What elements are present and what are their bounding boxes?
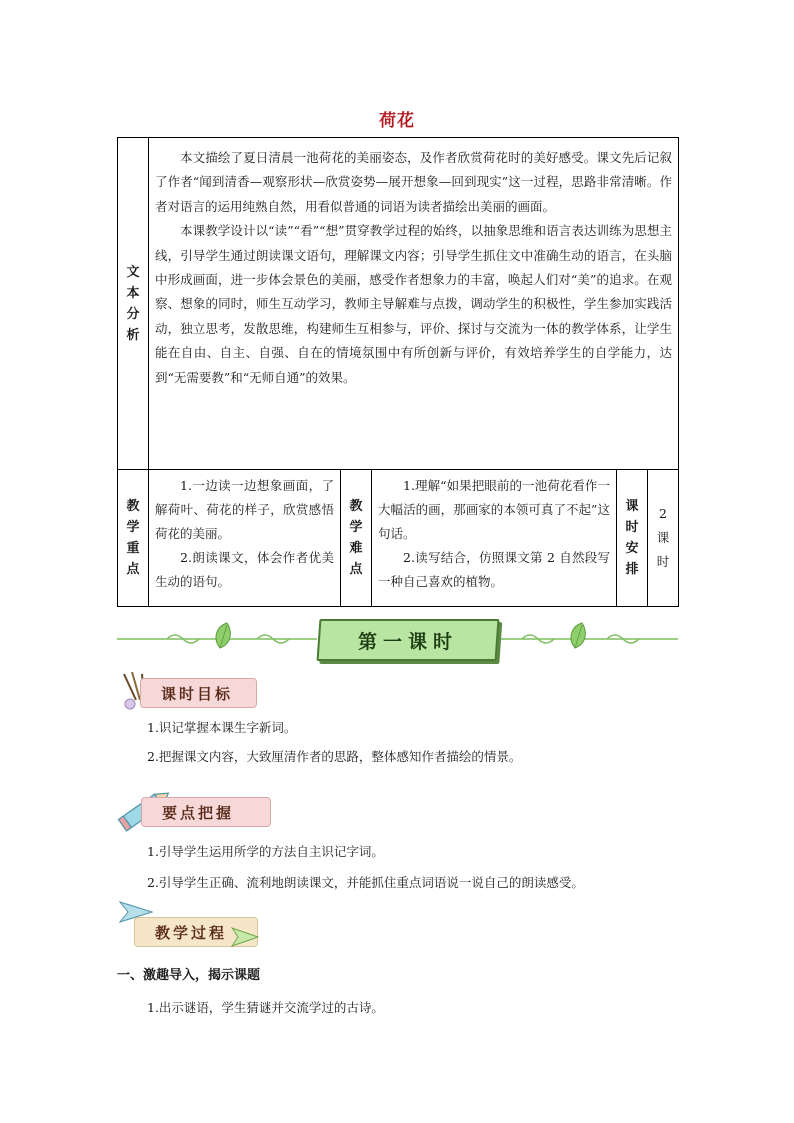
process-step: 1.出示谜语，学生猜谜并交流学过的古诗。: [147, 1000, 384, 1015]
focus-label: 教 学 重 点: [118, 470, 149, 607]
difficulty-content: [372, 470, 617, 607]
focus-item: 2.朗读课文，体会作者优美生动的语句。: [155, 550, 334, 589]
difficulty-label: 教 学 难 点: [341, 470, 372, 607]
lesson-info-table: [117, 137, 679, 607]
schedule-label: 课 时 安 排: [617, 470, 648, 607]
goals-item: 2.把握课文内容，大致厘清作者的思路，整体感知作者描绘的情景。: [147, 749, 522, 764]
keypoints-item: 1.引导学生运用所学的方法自主识记字词。: [147, 844, 384, 859]
leaf-icon: [571, 623, 585, 648]
keypoints-tag: 要点把握: [141, 797, 271, 827]
difficulty-item: 1.理解“如果把眼前的一池荷花看作一大幅活的画，那画家的本领可真了不起”这句话。: [378, 478, 610, 541]
section-heading: 一、激趣导入，揭示课题: [117, 968, 261, 983]
leaf-icon: [216, 623, 230, 648]
analysis-content: [149, 138, 679, 470]
lesson-banner: 第一课时: [317, 619, 500, 661]
analysis-paragraph: 本课教学设计以“读”“看”“想”贯穿教学过程的始终，以抽象思维和语言表达训练为思想主线，引导学生通过朗读课文语句，理解课文内容；引导学生抓住文中准确生动的语言，在头脑中形成画面，进一步体会景色的美丽，感受作者想象力的丰富，唤起人们对“美”的追求。在观察、想象的同时，师生互动学习，教师主导解难与点拨，调动学生的积极性，学生参加实践活动，独立思考，发散思维，构建师生互相参与，评价、探讨与交流为一体的教学体系，让学生能在自由、自主、自强、自在的情境氛围中有所创新与评价，有效培养学生的自学能力，达到“无需要教”和“无师自通”的效果。: [155, 223, 673, 385]
analysis-label: 文 本 分 析: [118, 138, 149, 470]
page-title: 荷花: [379, 111, 415, 131]
difficulty-item: 2.读写结合，仿照课文第 2 自然段写一种自己喜欢的植物。: [378, 550, 610, 589]
paper-plane-icon: [230, 924, 260, 950]
keypoints-item: 2.引导学生正确、流利地朗读课文，并能抓住重点词语说一说自己的朗读感受。: [147, 875, 584, 890]
analysis-paragraph: 本文描绘了夏日清晨一池荷花的美丽姿态，及作者欣赏荷花时的美好感受。课文先后记叙了作者“闻到清香—观察形状—欣赏姿势—展开想象—回到现实”这一过程，思路非常清晰。作者对语言的运用纯熟自然，用看似普通的词语为读者描绘出美丽的画面。: [155, 150, 673, 214]
schedule-value: 2 课 时: [648, 470, 679, 607]
process-tag: 教学过程: [134, 917, 258, 947]
goals-item: 1.识记掌握本课生字新词。: [147, 720, 297, 735]
focus-item: 1.一边读一边想象画面，了解荷叶、荷花的样子，欣赏感悟荷花的美丽。: [155, 478, 334, 541]
focus-content: [149, 470, 341, 607]
goals-tag: 课时目标: [140, 678, 257, 708]
